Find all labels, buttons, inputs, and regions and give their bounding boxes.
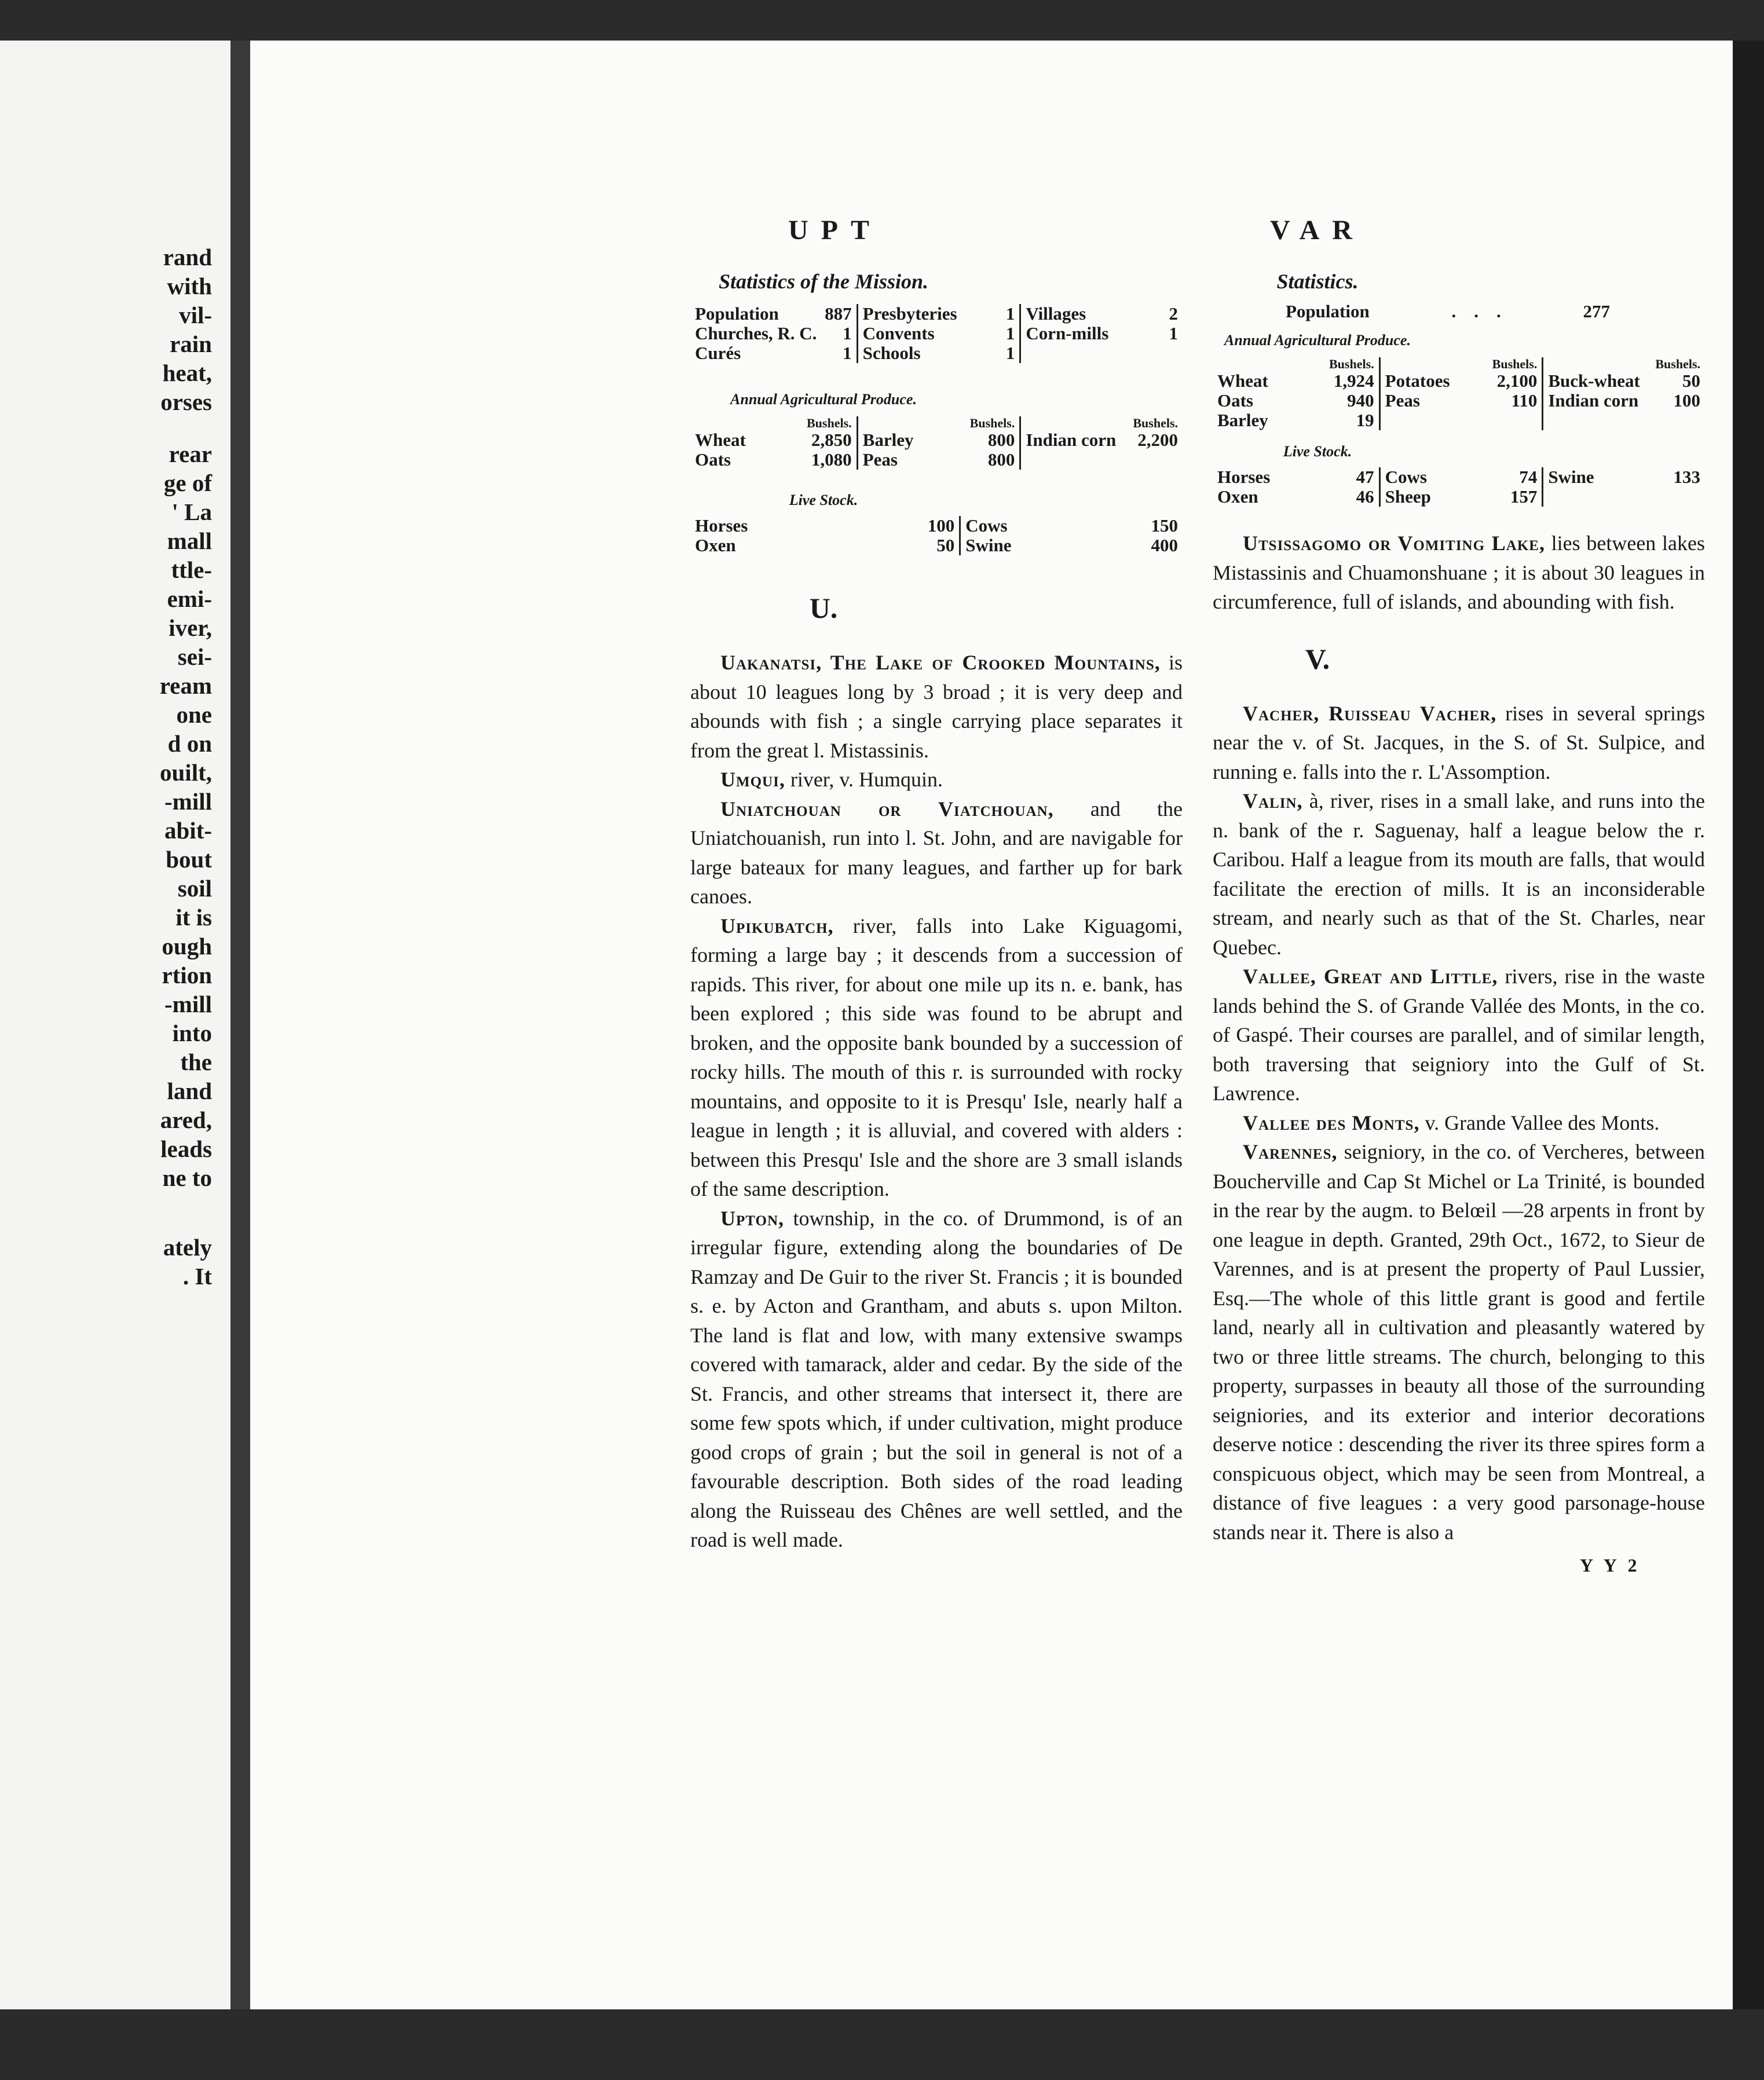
stats-value: 50	[1682, 371, 1701, 391]
entry-text: rises in several springs near the v. of St. Jacques, in the S. of St. Sulpice, and running e. falls into the r. L'Assomption.	[1213, 701, 1705, 783]
stats-value: 46	[1356, 486, 1374, 507]
stats-group	[1381, 467, 1544, 507]
stats-value: 2,100	[1496, 371, 1538, 391]
bushels-label: Bushels.	[969, 416, 1015, 430]
stats-group	[690, 416, 858, 470]
facing-page-text-fragment: land	[167, 1078, 212, 1104]
facing-page-text-fragment: the	[180, 1049, 212, 1075]
stats-label: Horses	[1217, 467, 1271, 487]
stats-value: 1,080	[811, 449, 852, 470]
mission-stats-title: Statistics of the Mission.	[718, 270, 929, 293]
book-gutter	[230, 41, 250, 2009]
scan-border	[0, 2009, 1764, 2080]
stats-row	[1217, 487, 1374, 507]
stats-value: 2,200	[1137, 430, 1179, 450]
stats-value: 110	[1511, 390, 1538, 411]
entry-headword: Vacher, Ruisseau Vacher,	[1243, 701, 1497, 725]
stats-label: Corn-mills	[1026, 323, 1109, 343]
facing-page-text-fragment: abit-	[164, 817, 212, 844]
population-value: 277	[1583, 301, 1610, 321]
stats-value: 100	[927, 515, 955, 536]
facing-page-text-fragment: with	[167, 273, 212, 299]
entry-paragraph	[1213, 529, 1705, 617]
stats-label: Cows	[965, 515, 1008, 536]
population-row	[1286, 302, 1610, 321]
stats-label: Wheat	[1217, 371, 1268, 391]
stats-row	[695, 304, 852, 324]
stats-row	[1385, 371, 1538, 391]
stats-label: Swine	[965, 535, 1012, 555]
stats-label: Horses	[695, 515, 748, 536]
stats-label: Indian corn	[1548, 390, 1639, 411]
stats-row	[695, 516, 954, 536]
facing-page-text-fragment: soil	[177, 875, 212, 902]
stats-row	[695, 343, 852, 363]
stats-group	[1543, 467, 1705, 507]
stats-value: 47	[1356, 467, 1374, 487]
entry-text: v. Grande Vallee des Monts.	[1419, 1111, 1660, 1134]
stats-label: Oxen	[1217, 486, 1258, 507]
stats-value: 1	[1005, 303, 1015, 324]
facing-page-text-fragment: into	[172, 1020, 212, 1046]
facing-page-text-fragment: mall	[167, 528, 212, 554]
stats-label: Wheat	[695, 430, 746, 450]
stats-group	[690, 304, 858, 363]
book-page	[250, 41, 1733, 2021]
stats-label: Buck-wheat	[1548, 371, 1640, 391]
stats-label: Villages	[1026, 303, 1086, 324]
produce-title-left: Annual Agricultural Produce.	[730, 391, 917, 408]
stats-label: Convents	[862, 323, 935, 343]
stats-label: Potatoes	[1385, 371, 1450, 391]
stats-label: Barley	[1217, 410, 1268, 430]
section-letter-v: V.	[1305, 642, 1330, 675]
stats-row	[695, 536, 954, 555]
stats-row	[1217, 391, 1374, 411]
entry-headword: Upton,	[720, 1206, 784, 1230]
livestock-title-right: Live Stock.	[1283, 443, 1352, 460]
stats-value: 1	[1005, 343, 1015, 363]
stats-value: 887	[825, 303, 852, 324]
facing-page-text-fragment: one	[176, 701, 212, 728]
stats-value: 400	[1151, 535, 1178, 555]
facing-page-text-fragment: ream	[159, 672, 212, 699]
stats-row	[1217, 467, 1374, 487]
population-label: Population	[1286, 301, 1370, 321]
entry-headword: Utsissagomo or Vomiting Lake,	[1243, 532, 1545, 555]
stats-value: 50	[936, 535, 955, 555]
stats-value: 800	[987, 430, 1015, 450]
entry-headword: Varennes,	[1243, 1140, 1338, 1163]
stats-value: 1	[843, 343, 852, 363]
stats-row	[695, 324, 852, 343]
facing-page-text-fragment: bout	[166, 846, 212, 873]
entry-headword: Umqui,	[720, 768, 785, 791]
running-head-left: UPT	[788, 215, 882, 246]
stats-value: 940	[1347, 390, 1374, 411]
facing-page-text-fragment: iver,	[169, 614, 212, 641]
entry-headword: Uakanatsi, The Lake of Crooked Mountains,	[720, 651, 1161, 674]
stats-label: Swine	[1548, 467, 1594, 487]
facing-page-fragment	[0, 41, 230, 2009]
stats-value: 1	[1005, 323, 1015, 343]
stats-label: Oxen	[695, 535, 736, 555]
right-column	[961, 214, 1708, 1576]
stats-label: Peas	[862, 449, 898, 470]
facing-page-text-fragment: rtion	[162, 962, 212, 988]
entry-text: is about 10 leagues long by 3 broad ; it is very deep and abounds with fish ; a single carrying place separates it from the great l. Mistassinis.	[690, 651, 1183, 762]
facing-page-text-fragment: rand	[163, 244, 212, 270]
facing-page-text-fragment: heat,	[162, 360, 212, 386]
facing-page-text-fragment: orses	[160, 389, 212, 415]
facing-page-text-fragment: rear	[169, 441, 212, 467]
signature-mark: Y Y 2	[1580, 1555, 1641, 1576]
stats-label: Curés	[695, 343, 741, 363]
entry-headword: Upikubatch,	[720, 914, 834, 938]
stats-value: 157	[1510, 486, 1538, 507]
stats-row	[1548, 391, 1700, 411]
stats-group	[690, 516, 961, 555]
facing-page-text-fragment: d on	[167, 730, 212, 757]
stats-label: Presbyteries	[862, 303, 957, 324]
produce-table-right	[1213, 357, 1705, 430]
stats-label: Peas	[1385, 390, 1420, 411]
running-head-right: VAR	[1270, 215, 1365, 246]
facing-page-text-fragment: emi-	[167, 585, 212, 612]
entry-headword: Uniatchouan or Viatchouan,	[720, 797, 1054, 821]
facing-page-text-fragment: ouilt,	[160, 759, 212, 786]
bushels-label: Bushels.	[1655, 357, 1701, 371]
entry-paragraph	[1213, 1108, 1705, 1138]
utsissagomo-entry	[1213, 529, 1705, 617]
facing-page-text-fragment: ge of	[163, 470, 212, 496]
right-entries	[1213, 699, 1705, 1547]
stats-group	[1543, 357, 1705, 430]
stats-group	[1213, 357, 1381, 430]
entry-headword: Valin,	[1243, 789, 1303, 812]
stats-value: 800	[987, 449, 1015, 470]
facing-page-text-fragment: ttle-	[171, 556, 212, 583]
stats-value: 19	[1356, 410, 1374, 430]
stats-value: 133	[1673, 467, 1701, 487]
bushels-label: Bushels.	[1133, 416, 1179, 430]
stats-value: 150	[1151, 515, 1178, 536]
stats-label: Indian corn	[1026, 430, 1117, 450]
entry-text: seigniory, in the co. of Vercheres, between Boucherville and Cap St Michel or La Trinité, is bounded in the rear by the augm. to Belœil —28 arpents in front by one league in depth. Granted, 29th Oct., 1672, to Sieur de Varennes, and is at present the property of Paul Lussier, Esq.—The whole of this little grant is good and fertile land, nearly all in cultivation and pleasantly watered by two or three little streams. The church, belonging to this property, surpasses in beauty all those of the surrounding seigniories, and its exterior and interior decorations deserve notice : descending the river its three spires form a conspicuous object, which may be seen from Montreal, a distance of five leagues : a very good parsonage-house stands near it. There is also a	[1213, 1140, 1705, 1544]
stats-row	[1385, 487, 1538, 507]
stats-label: Barley	[862, 430, 914, 450]
facing-page-text-fragment: ' La	[171, 499, 212, 525]
entry-text: river, falls into Lake Kiguagomi, forming a large bay ; it descends from a succession of rapids. This river, for about one mile up its n. e. bank, has been explored ; this side was found to be abrupt and broken, and the opposite bank bounded by a succession of rocky hills. The mouth of this r. is surrounded with rocky mountains, and opposite to it is Presqu' Isle, nearly half a league in length ; it is alluvial, and covered with alders : between this Presqu' Isle and the shore are 3 small islands of the same description.	[690, 914, 1183, 1200]
entry-text: township, in the co. of Drummond, is of an irregular figure, extending along the boundaries of De Ramzay and De Guir to the river St. Francis ; it is bounded s. e. by Acton and Grantham, and abuts s. upon Milton. The land is flat and low, with many extensive swamps covered with tamarack, alder and cedar. By the side of the St. Francis, and other streams that intersect it, there are some few spots which, if under cultivation, might produce good crops of grain ; but the soil in general is not of a favourable description. Both sides of the road leading along the Ruisseau des Chênes are well settled, and the road is well made.	[690, 1206, 1183, 1551]
facing-page-text-fragment: vil-	[179, 302, 212, 328]
facing-page-text-fragment: -mill	[164, 991, 212, 1017]
entry-headword: Vallee des Monts,	[1243, 1111, 1420, 1134]
entry-text: river, v. Humquin.	[785, 768, 943, 791]
stats-label: Oats	[695, 449, 731, 470]
stats-label: Schools	[862, 343, 921, 363]
stats-value: 1	[843, 323, 852, 343]
stats-label: Cows	[1385, 467, 1427, 487]
stats-label: Oats	[1217, 390, 1253, 411]
stats-label: Population	[695, 303, 779, 324]
facing-page-text-fragment: . It	[182, 1263, 212, 1290]
stats-value: 74	[1519, 467, 1538, 487]
entry-paragraph	[1213, 699, 1705, 787]
stats-group	[1213, 467, 1381, 507]
facing-page-text-fragment: leads	[160, 1136, 212, 1162]
stats-row	[1217, 371, 1374, 391]
stats-title-right: Statistics.	[1276, 270, 1359, 293]
produce-title-right: Annual Agricultural Produce.	[1224, 332, 1411, 349]
stats-row	[1548, 467, 1700, 487]
facing-page-text-fragment: -mill	[164, 788, 212, 815]
livestock-title-left: Live Stock.	[789, 492, 858, 508]
facing-page-text-fragment: it is	[175, 904, 212, 931]
entry-paragraph	[1213, 1137, 1705, 1547]
entry-text: and the Uniatchouanish, run into l. St. John, and are navigable for large bateaux for many leagues, and farther up for bark canoes.	[690, 797, 1183, 908]
stats-row	[695, 450, 852, 470]
page-edge	[1733, 41, 1764, 2021]
stats-label: Sheep	[1385, 486, 1431, 507]
stats-value: 1,924	[1333, 371, 1374, 391]
stats-row	[1217, 411, 1374, 430]
section-letter-u: U.	[809, 592, 838, 624]
facing-page-text-fragment: ough	[162, 933, 212, 960]
leader-dots: . . .	[1451, 301, 1501, 321]
entry-headword: Vallee, Great and Little,	[1243, 965, 1498, 988]
entry-text: à, river, rises in a small lake, and runs into the n. bank of the r. Saguenay, half a league below the r. Caribou. Half a league from its mouth are falls, that would facilitate the erection of mills. It is an inconsiderable stream, and nearly such as that of the St. Charles, near Quebec.	[1213, 789, 1705, 959]
entry-paragraph	[1213, 786, 1705, 962]
facing-page-text-fragment: ately	[163, 1234, 212, 1261]
livestock-table-right	[1213, 467, 1705, 507]
stats-group	[1381, 357, 1544, 430]
bushels-label: Bushels.	[1492, 357, 1538, 371]
stats-row	[1385, 467, 1538, 487]
entry-paragraph	[1213, 962, 1705, 1108]
stats-row	[1548, 371, 1700, 391]
stats-row	[695, 430, 852, 450]
facing-page-text-fragment: ared,	[160, 1107, 212, 1133]
stats-row	[1385, 391, 1538, 411]
stats-value: 2	[1169, 303, 1179, 324]
facing-page-text-fragment: ne to	[162, 1164, 212, 1191]
stats-value: 1	[1169, 323, 1179, 343]
stats-label: Churches, R. C.	[695, 323, 817, 343]
stats-value: 100	[1673, 390, 1701, 411]
facing-page-text-fragment: sei-	[177, 643, 212, 670]
entry-text: lies between lakes Mistassinis and Chuamonshuane ; it is about 30 leagues in circumference, full of islands, and abounding with fish.	[1213, 532, 1705, 613]
bushels-label: Bushels.	[806, 416, 852, 430]
entry-text: rivers, rise in the waste lands behind the S. of Grande Vallée des Monts, in the co. of Gaspé. Their courses are parallel, and of similar length, both traversing that seigniory into the Gulf of St. Lawrence.	[1213, 965, 1705, 1105]
stats-value: 2,850	[811, 430, 852, 450]
facing-page-text-fragment: rain	[170, 331, 212, 357]
bushels-label: Bushels.	[1329, 357, 1374, 371]
